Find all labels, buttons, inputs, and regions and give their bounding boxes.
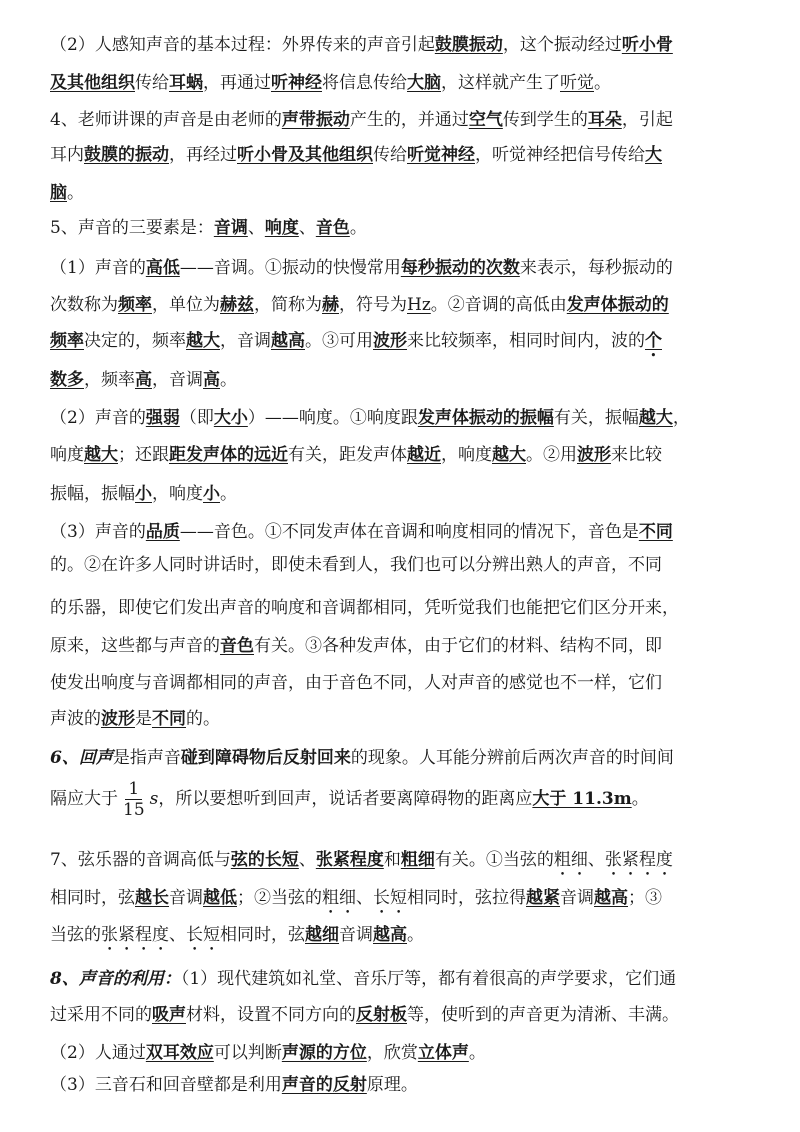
text-run: 不同 <box>638 522 673 542</box>
text-run: 粗细 <box>322 888 356 908</box>
text-run: 、 <box>298 218 316 238</box>
text-run: 越高 <box>594 888 628 908</box>
text-run: 有关。①当弦的 <box>434 850 554 870</box>
text-run: （3）三音石和回音壁都是利用 <box>50 1075 282 1095</box>
text-run: ，简称为 <box>254 295 322 315</box>
text-run: 响度 <box>50 445 84 465</box>
text-run: 。 <box>67 183 84 203</box>
text-run: 当弦的 <box>50 925 101 945</box>
fraction <box>120 779 148 820</box>
text-run: 大 <box>645 145 662 165</box>
text-run: 频率 <box>50 331 84 351</box>
fraction-numerator: 1 <box>125 779 142 800</box>
text-run: ；③ <box>628 888 662 908</box>
text-run: 耳蜗 <box>169 73 203 93</box>
text-run: ，频率 <box>84 370 135 390</box>
text-run: 品质 <box>145 522 180 542</box>
text-run: 来比较频率，相同时间内，波的 <box>407 331 645 351</box>
text-run: 次数称为 <box>50 295 118 315</box>
text-run: 弦的长短 <box>230 850 299 870</box>
text-run: 有关。③各种发声体，由于它们的材料、结构不同，即 <box>254 636 662 656</box>
text-run: ；②当弦的 <box>237 888 322 908</box>
text-line <box>50 666 662 700</box>
text-run: 听觉神经 <box>407 145 475 165</box>
text-run: 响度 <box>264 218 299 238</box>
text-run: 立体声 <box>417 1043 469 1063</box>
text-run: 越大 <box>492 445 526 465</box>
text-run: 传给 <box>373 145 407 165</box>
text-line <box>50 843 673 880</box>
text-run: 音调 <box>339 925 373 945</box>
text-line <box>50 1036 486 1070</box>
text-run: 听神经 <box>271 73 322 93</box>
text-run: ，符号为 <box>339 295 407 315</box>
text-line <box>50 363 237 397</box>
text-run: 。③可用 <box>305 331 373 351</box>
text-run: 小 <box>203 484 220 504</box>
text-run: ，听觉神经把信号传给 <box>475 145 645 165</box>
text-run: 空气 <box>468 110 503 130</box>
text-run: 音色 <box>315 218 350 238</box>
text-run: ，引起 <box>621 110 673 130</box>
text-run: （即 <box>179 408 214 428</box>
text-run: 鼓膜的振动 <box>84 145 169 165</box>
text-run: 可以判断 <box>213 1043 282 1063</box>
text-run: ，再通过 <box>203 73 271 93</box>
text-run: 。②音调的高低由 <box>430 295 567 315</box>
text-run: 。 <box>631 789 649 809</box>
text-run: ，响度 <box>152 484 203 504</box>
text-run: ；还跟 <box>118 445 169 465</box>
text-line <box>50 629 662 663</box>
text-run: 粗细 <box>400 850 435 870</box>
text-run: 相同时，弦 <box>50 888 135 908</box>
text-run: 反射板 <box>356 1005 407 1025</box>
text-run: 。 <box>220 484 237 504</box>
text-run: 的。②在许多人同时讲话时，即使未看到人，我们也可以分辨出熟人的声音，不同 <box>50 555 662 575</box>
text-run: 越高 <box>271 331 305 351</box>
text-run: 波形 <box>101 709 135 729</box>
text-run: 不同 <box>152 709 186 729</box>
text-run: 。 <box>349 218 367 238</box>
text-run: ——音调。①振动的快慢常用 <box>179 258 401 278</box>
text-run: 越紧 <box>526 888 560 908</box>
text-run: 小 <box>135 484 152 504</box>
text-run: 越大 <box>84 445 118 465</box>
text-run: 发声体振动的振幅 <box>417 408 554 428</box>
text-run: 张紧程度 <box>604 850 673 870</box>
text-run: 越低 <box>203 888 237 908</box>
text-line <box>50 438 662 472</box>
text-run: 。 <box>468 1043 486 1063</box>
text-run: 音调 <box>169 888 203 908</box>
text-run: 越近 <box>407 445 441 465</box>
text-run: 、 <box>356 888 373 908</box>
text-line <box>50 702 220 736</box>
text-line <box>50 28 673 62</box>
text-run: （1）声音的 <box>50 258 146 278</box>
text-run: 将信息传给 <box>322 73 407 93</box>
text-run: 和 <box>383 850 401 870</box>
text-run: 鼓膜振动 <box>434 35 503 55</box>
text-run: 来比较 <box>611 445 662 465</box>
text-run: （3）声音的 <box>50 522 146 542</box>
text-run: 传给 <box>135 73 169 93</box>
text-run: 音调 <box>560 888 594 908</box>
text-line <box>50 251 673 285</box>
text-run: 是 <box>135 709 152 729</box>
text-run: 有关，振幅 <box>553 408 639 428</box>
text-run: 的。 <box>186 709 220 729</box>
text-run: 长短 <box>373 888 407 908</box>
text-run: 。 <box>220 370 237 390</box>
text-line <box>50 591 679 625</box>
text-run: 听小骨及其他组织 <box>237 145 373 165</box>
text-run: 赫 <box>322 295 339 315</box>
text-line <box>50 515 673 549</box>
text-run: 相同时，弦 <box>220 925 305 945</box>
text-run: ——音色。①不同发声体在音调和响度相同的情况下，音色是 <box>179 522 639 542</box>
text-run: 决定的，频率 <box>84 331 186 351</box>
text-run: 振幅，振幅 <box>50 484 135 504</box>
text-run: ，欣赏 <box>366 1043 418 1063</box>
text-run: 越大 <box>638 408 673 428</box>
text-line <box>50 103 673 137</box>
text-run: 高 <box>135 370 152 390</box>
text-run: 高低 <box>145 258 180 278</box>
text-line <box>50 401 690 435</box>
text-run: 传到学生的 <box>502 110 588 130</box>
text-run: 越高 <box>373 925 407 945</box>
text-run: 碰到障碍物后反射回来 <box>180 748 351 768</box>
text-run: 耳内 <box>50 145 84 165</box>
text-run: 频率 <box>118 295 152 315</box>
fraction-denominator: 15 <box>123 800 145 820</box>
text-run: ，这个振动经过 <box>502 35 622 55</box>
text-run: （2）人感知声音的基本过程：外界传来的声音引起 <box>50 35 435 55</box>
text-run: 声波的 <box>50 709 101 729</box>
text-run: 、 <box>587 850 605 870</box>
text-run: 吸声 <box>152 1005 186 1025</box>
text-line <box>50 324 662 361</box>
text-run: （2）声音的 <box>50 408 146 428</box>
text-run: 来表示，每秒振动的 <box>519 258 673 278</box>
text-run: 越长 <box>135 888 169 908</box>
text-run: 听觉 <box>560 73 594 93</box>
text-run: 大于 11.3m <box>532 789 632 809</box>
unit-symbol: s <box>149 789 159 809</box>
text-run: 7、弦乐器的音调高低与 <box>50 850 231 870</box>
text-run: 双耳效应 <box>145 1043 214 1063</box>
text-line <box>50 962 676 996</box>
text-run: 脑 <box>50 183 67 203</box>
text-run: 、 <box>247 218 265 238</box>
text-run: ，这样就产生了 <box>441 73 560 93</box>
text-run: 越细 <box>305 925 339 945</box>
text-run: 相同时，弦拉得 <box>407 888 526 908</box>
text-run: 8、声音的利用： <box>50 969 181 989</box>
text-line <box>50 176 84 210</box>
text-run: 波形 <box>373 331 407 351</box>
text-run: 6、回声 <box>50 748 113 768</box>
text-run: 原来，这些都与声音的 <box>50 636 220 656</box>
text-run: 音色 <box>220 636 254 656</box>
text-run: （1）现代建筑如礼堂、音乐厅等，都有着很高的声学要求，它们通 <box>180 969 677 989</box>
text-run: ）——响度。①响度跟 <box>247 408 418 428</box>
text-run: 使发出响度与音调都相同的声音，由于音色不同，人对声音的感觉也不一样，它们 <box>50 673 662 693</box>
text-line <box>50 769 649 829</box>
text-run: Hz <box>407 295 431 315</box>
text-run: 声带振动 <box>281 110 350 130</box>
text-run: 5、声音的三要素是： <box>50 218 214 238</box>
text-run: 发声体振动的 <box>566 295 669 315</box>
text-run: 4、老师讲课的声音是由老师的 <box>50 110 282 130</box>
text-run: ，音调 <box>152 370 203 390</box>
text-run: 。 <box>594 73 611 93</box>
text-run: 声音的反射 <box>281 1075 367 1095</box>
text-run: 的乐器，即使它们发出声音的响度和音调都相同，凭听觉我们也能把它们区分开来， <box>50 598 679 618</box>
text-line <box>50 998 679 1032</box>
text-run: 高 <box>203 370 220 390</box>
text-run: 听小骨 <box>621 35 673 55</box>
text-run: 个 <box>645 331 662 351</box>
text-line <box>50 881 662 918</box>
text-run: 大小 <box>213 408 248 428</box>
text-run: 波形 <box>577 445 611 465</box>
text-run: （2）人通过 <box>50 1043 146 1063</box>
text-run: 张紧程度 <box>101 925 169 945</box>
text-line <box>50 477 237 511</box>
text-run: 长短 <box>186 925 220 945</box>
text-run: ，响度 <box>441 445 492 465</box>
text-run: 粗细 <box>553 850 588 870</box>
text-run: 的现象。人耳能分辨前后两次声音的时间间 <box>350 748 674 768</box>
text-run: 。 <box>407 925 424 945</box>
text-line <box>50 66 611 100</box>
text-run: ，单位为 <box>152 295 220 315</box>
text-run: 及其他组织 <box>50 73 135 93</box>
text-run: 、 <box>298 850 316 870</box>
text-line <box>50 288 669 322</box>
text-run: 过采用不同的 <box>50 1005 152 1025</box>
text-run: 大脑 <box>407 73 441 93</box>
text-run: 张紧程度 <box>315 850 384 870</box>
text-run: 。②用 <box>526 445 577 465</box>
text-run: 声源的方位 <box>281 1043 367 1063</box>
text-run: 、 <box>169 925 186 945</box>
text-run: ，音调 <box>220 331 271 351</box>
text-run: ，所以要想听到回声，说话者要离障碍物的距离应 <box>158 789 533 809</box>
text-run: 材料，设置不同方向的 <box>186 1005 356 1025</box>
text-run: 音调 <box>213 218 248 238</box>
text-run: 耳朵 <box>587 110 622 130</box>
text-run: 原理。 <box>366 1075 418 1095</box>
text-run: 等，使听到的声音更为清淅、丰满。 <box>407 1005 679 1025</box>
text-line <box>50 548 662 582</box>
text-run: 是指声音 <box>112 748 181 768</box>
text-run: 越大 <box>186 331 220 351</box>
text-line <box>50 918 424 955</box>
text-line <box>50 138 662 172</box>
text-line <box>50 211 367 245</box>
text-line <box>50 1068 418 1102</box>
text-run: ， <box>672 408 690 428</box>
text-run: ，再经过 <box>169 145 237 165</box>
text-run: 强弱 <box>145 408 180 428</box>
text-run: 赫兹 <box>220 295 254 315</box>
text-run: 产生的，并通过 <box>349 110 469 130</box>
text-run: 数多 <box>50 370 84 390</box>
text-run: 距发声体的远近 <box>169 445 288 465</box>
text-run: 有关，距发声体 <box>288 445 407 465</box>
text-run: 隔应大于 <box>50 789 118 809</box>
text-run: 每秒振动的次数 <box>400 258 520 278</box>
